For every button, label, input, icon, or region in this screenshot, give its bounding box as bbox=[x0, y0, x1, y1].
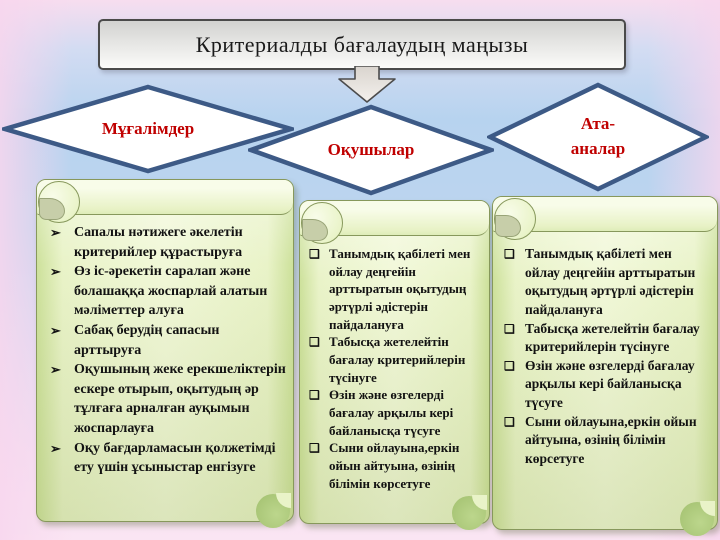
bullet-arrow-icon: ➢ bbox=[50, 440, 61, 456]
node-teachers-label: Мұғалімдер bbox=[101, 118, 195, 138]
node-students-label: Оқушылар bbox=[327, 139, 415, 159]
list-item-text: Сыни ойлауына,еркін ойын айтуына, өзінің білімін көрсетуге bbox=[525, 413, 697, 466]
list-item bbox=[504, 413, 707, 469]
list-item bbox=[309, 439, 484, 492]
list-item bbox=[50, 223, 286, 262]
list-item bbox=[50, 262, 286, 321]
bullet-square-icon: ❑ bbox=[309, 247, 320, 261]
list-item bbox=[50, 439, 286, 478]
list-item-text: Танымдық қабілеті мен ойлау деңгейін арттыратын оқытудың әртүрлі әдістерін пайдалануға bbox=[329, 246, 471, 332]
list-item-text: Сабақ берудің сапасын арттыруға bbox=[74, 322, 220, 358]
parents-bullet-list bbox=[493, 197, 717, 475]
list-item-text: Өзін және өзгелерді бағалау арқылы кері байланысқа түсуге bbox=[329, 387, 454, 438]
bullet-square-icon: ❑ bbox=[504, 247, 515, 261]
bullet-arrow-icon: ➢ bbox=[50, 322, 61, 338]
scroll-curl-bottom-icon bbox=[680, 502, 714, 536]
list-item bbox=[309, 386, 484, 439]
list-item-text: Оқушының жеке ерекшеліктерін ескере отырып, оқытудың әр тұлғаға арналған ауқымын жоспарлауға bbox=[74, 362, 286, 436]
node-parents bbox=[487, 82, 709, 192]
list-item-text: Танымдық қабілеті мен ойлау деңгейін арттыратын оқытудың әртүрлі әдістерін пайдалануға bbox=[525, 246, 696, 317]
bullet-square-icon: ❑ bbox=[309, 388, 320, 403]
list-item-text: Өзін және өзгелерді бағалау арқылы кері байланысқа түсуге bbox=[525, 357, 695, 410]
bullet-arrow-icon: ➢ bbox=[50, 362, 61, 378]
panel-students bbox=[299, 200, 490, 524]
list-item bbox=[504, 320, 707, 357]
bullet-square-icon: ❑ bbox=[504, 414, 515, 429]
bullet-square-icon: ❑ bbox=[309, 335, 320, 350]
node-parents-label: Ата-аналар bbox=[570, 114, 626, 158]
list-item-text: Сыни ойлауына,еркін ойын айтуына, өзінің білімін көрсетуге bbox=[329, 440, 460, 491]
list-item-text: Сапалы нәтижеге әкелетін критерийлер құрастыруға bbox=[74, 225, 243, 260]
bullet-square-icon: ❑ bbox=[504, 321, 515, 336]
scroll-curl-top-icon bbox=[494, 198, 536, 240]
list-item bbox=[309, 245, 484, 333]
bullet-square-icon: ❑ bbox=[309, 441, 320, 456]
scroll-curl-top-icon bbox=[38, 181, 80, 223]
panel-parents bbox=[492, 196, 718, 530]
list-item bbox=[504, 357, 707, 413]
list-item-text: Өз іс-әрекетін саралап және болашаққа жоспарлай алатын мәліметтер алуға bbox=[74, 264, 268, 319]
bullet-arrow-icon: ➢ bbox=[50, 264, 61, 280]
panel-teachers bbox=[36, 179, 294, 522]
down-arrow-icon bbox=[336, 66, 398, 104]
list-item bbox=[504, 245, 707, 320]
bullet-square-icon: ❑ bbox=[504, 358, 515, 373]
list-item-text: Табысқа жетелейтін бағалау критерийлерін түсінуге bbox=[329, 334, 466, 385]
list-item-text: Табысқа жетелейтін бағалау критерийлерін түсінуге bbox=[525, 320, 700, 355]
teachers-bullet-list bbox=[37, 180, 293, 484]
list-item bbox=[309, 333, 484, 386]
title-banner bbox=[98, 19, 626, 70]
bullet-arrow-icon: ➢ bbox=[50, 225, 61, 240]
list-item-text: Оқу бағдарламасын қолжетімді ету үшін ұсыныстар енгізуге bbox=[74, 440, 276, 476]
scroll-curl-bottom-icon bbox=[452, 496, 486, 530]
students-bullet-list bbox=[300, 201, 489, 498]
list-item bbox=[50, 321, 286, 360]
scroll-curl-bottom-icon bbox=[256, 494, 290, 528]
title-text: Критериалды бағалаудың маңызы bbox=[195, 31, 529, 57]
scroll-curl-top-icon bbox=[301, 202, 343, 244]
list-item bbox=[50, 360, 286, 438]
